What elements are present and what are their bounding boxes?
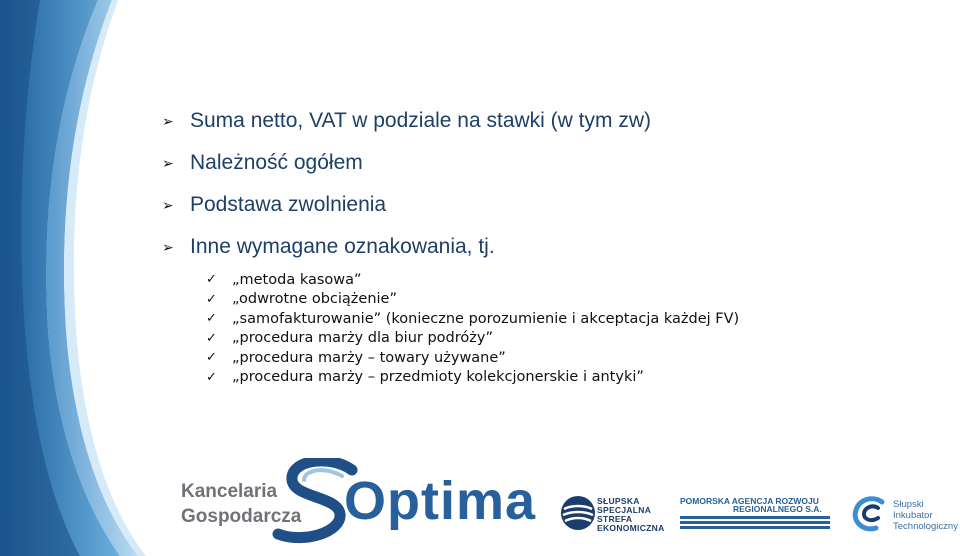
kancelaria-label: Kancelaria: [181, 481, 278, 502]
sse-globe-icon: [560, 495, 596, 531]
checkmark-icon: ✓: [206, 369, 217, 385]
sub-bullet-text: „odwrotne obciążenie”: [232, 291, 397, 308]
sub-bullet-text: „procedura marży dla biur podróży”: [232, 330, 493, 347]
bullet-item: [162, 226, 942, 268]
checkmark-icon: ✓: [206, 330, 217, 346]
bullet-item: [162, 142, 942, 184]
sse-line-1: SŁUPSKA: [597, 496, 640, 506]
gospodarcza-label: Gospodarcza: [181, 506, 302, 527]
sub-bullet-item: [206, 309, 942, 329]
optima-wordmark: Optima: [344, 471, 537, 531]
checkmark-icon: ✓: [206, 272, 217, 288]
bullet-text: Należność ogółem: [190, 151, 363, 174]
arrow-bullet-icon: ➢: [162, 112, 174, 129]
bullet-item: [162, 100, 942, 142]
paror-line-1: POMORSKA AGENCJA ROZWOJU: [680, 496, 819, 506]
bullet-list: [162, 100, 942, 387]
paror-stripes-icon: [680, 516, 830, 530]
sse-line-4: EKONOMICZNA: [597, 523, 665, 533]
arrow-bullet-icon: ➢: [162, 154, 174, 171]
sub-bullet-text: „procedura marży – przedmioty kolekcjonerskie i antyki”: [232, 369, 644, 386]
sit-line-1: Słupski: [893, 499, 924, 510]
bullet-text: Suma netto, VAT w podziale na stawki (w tym zw): [190, 109, 651, 132]
checkmark-icon: ✓: [206, 311, 217, 327]
sub-bullet-item: [206, 270, 942, 290]
sub-bullet-item: [206, 368, 942, 388]
sit-line-3: Technologiczny: [893, 521, 958, 532]
sub-bullet-item: [206, 290, 942, 310]
paror-line-2: REGIONALNEGO S.A.: [733, 504, 822, 514]
sub-bullet-text: „procedura marży – towary używane”: [232, 349, 506, 366]
sse-line-2: SPECJALNA: [597, 505, 652, 515]
decorative-swoosh: [0, 0, 160, 556]
sit-circle-icon: [852, 496, 890, 532]
sub-bullet-text: „samofakturowanie” (konieczne porozumienie i akceptacja każdej FV): [232, 310, 740, 327]
sub-bullet-list: [206, 270, 942, 387]
sub-bullet-text: „metoda kasowa”: [232, 271, 362, 288]
checkmark-icon: ✓: [206, 291, 217, 307]
arrow-bullet-icon: ➢: [162, 196, 174, 213]
sub-bullet-item: [206, 329, 942, 349]
sit-line-2: Inkubator: [893, 510, 933, 521]
sub-bullet-item: [206, 348, 942, 368]
bullet-item: [162, 184, 942, 226]
sse-line-3: STREFA: [597, 514, 633, 524]
arrow-bullet-icon: ➢: [162, 238, 174, 255]
checkmark-icon: ✓: [206, 350, 217, 366]
bullet-text: Inne wymagane oznakowania, tj.: [190, 235, 495, 258]
bullet-text: Podstawa zwolnienia: [190, 193, 387, 216]
